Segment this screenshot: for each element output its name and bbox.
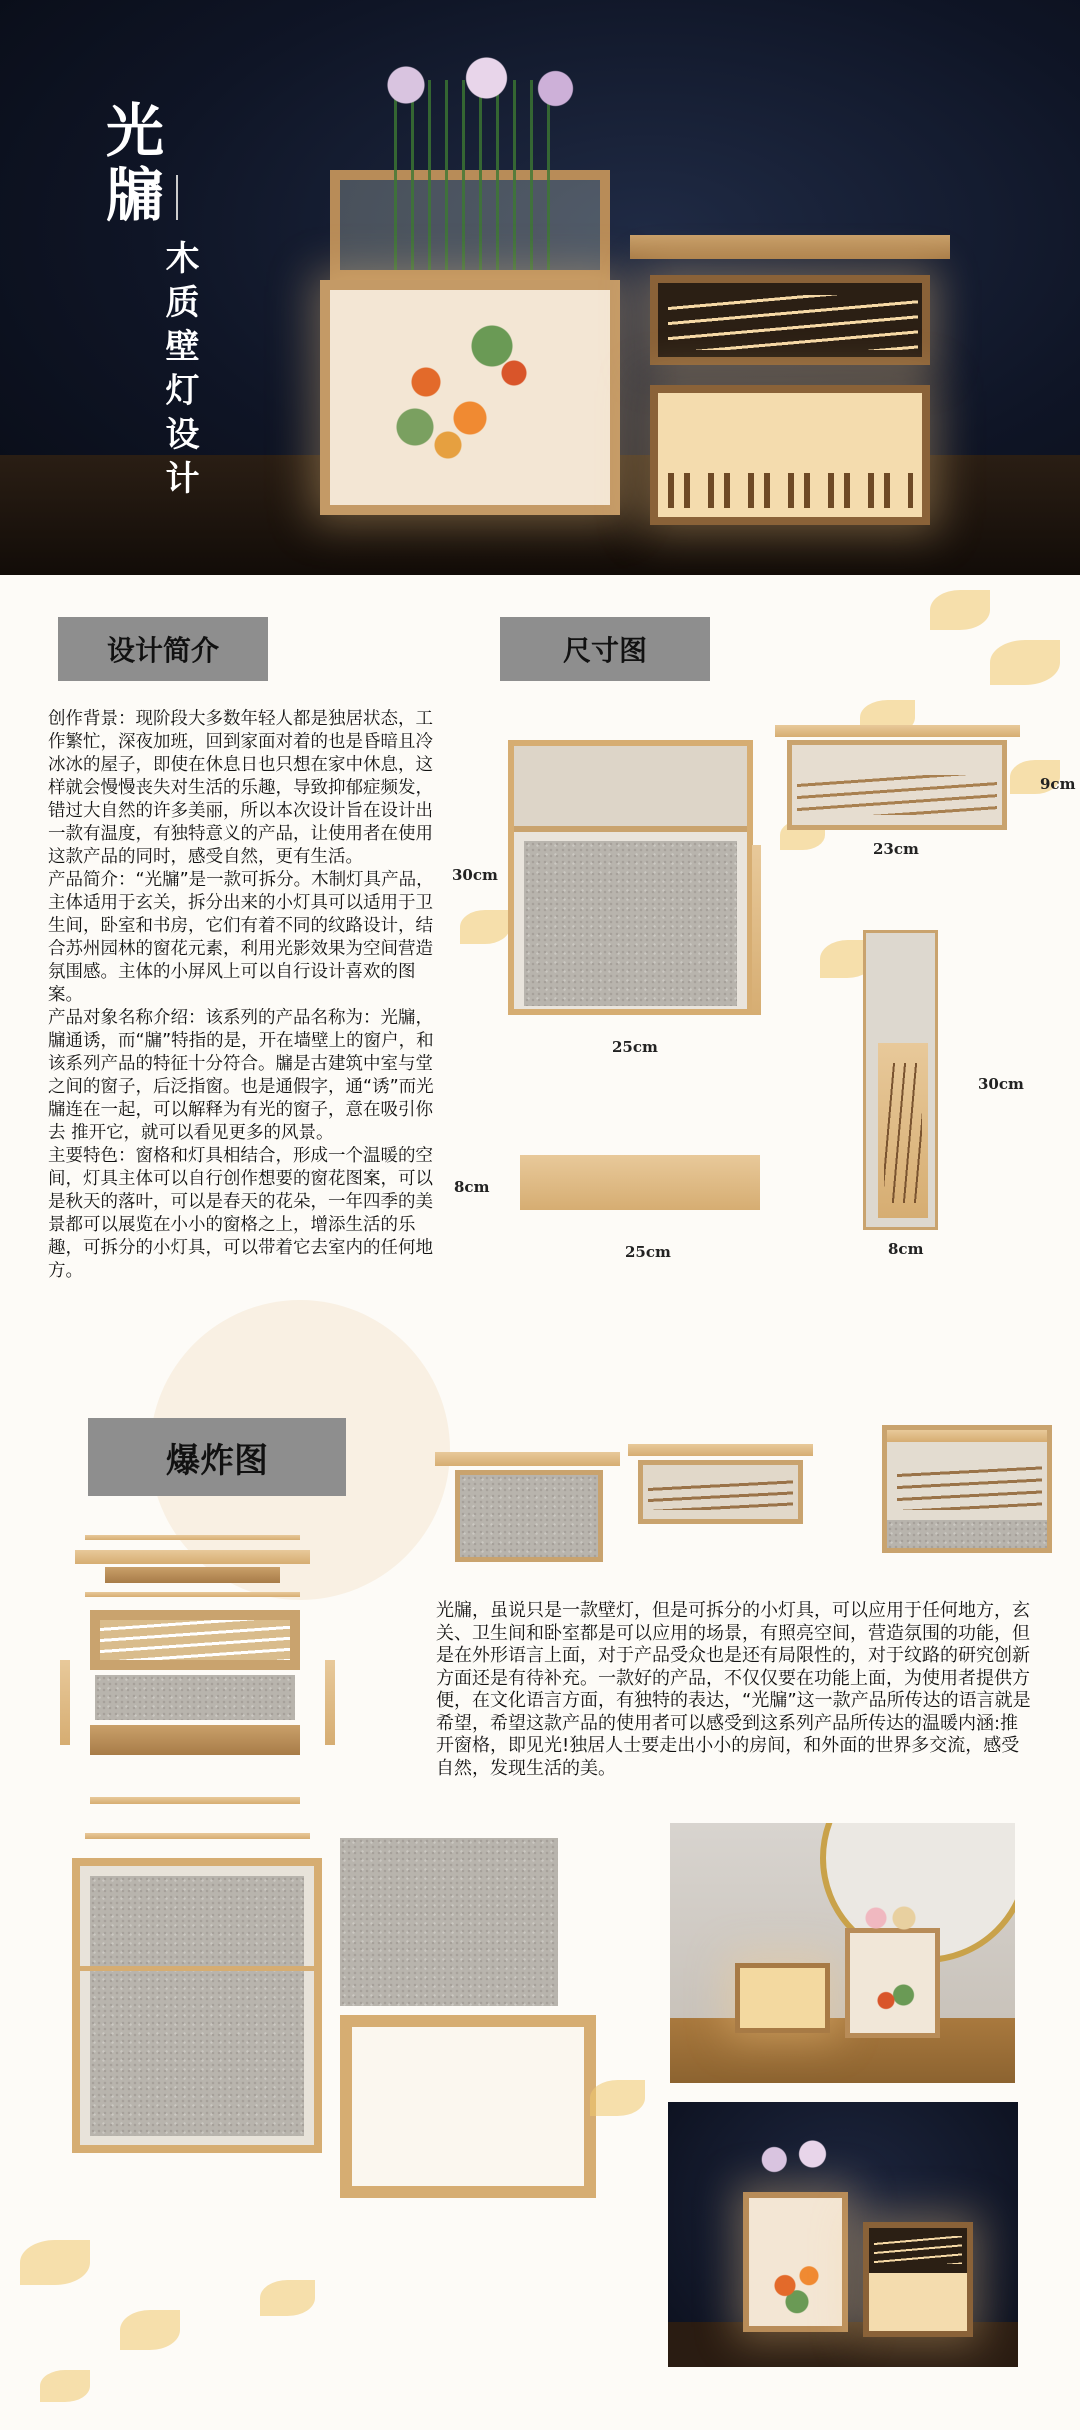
intro-name: 产品对象名称介绍：该系列的产品名称为：光牖，牖通诱，而“牖”特指的是，开在墙壁上的窗户，和该系列产品的特征十分符合。牖是古建筑中室与堂之间的窗子，后泛指窗。也是通假字，通“诱”而光牖连在一起，可以解释为有光的窗子，意在吸引你去 推开它，就可以看见更多的风景。 <box>48 1008 434 1143</box>
dim-side-width: 8cm <box>888 1240 924 1258</box>
hero-banner <box>0 0 1080 575</box>
decor-leaf <box>120 2310 180 2350</box>
render-main-lamp <box>435 1452 620 1562</box>
hero-lamp-side <box>630 235 950 535</box>
size-label: 尺寸图 <box>500 617 710 681</box>
decor-leaf <box>260 2280 315 2316</box>
dim-side-height: 30cm <box>978 1075 1024 1093</box>
dim-main-unit <box>508 740 753 1015</box>
hero-divider <box>176 175 178 220</box>
decor-leaf <box>40 2370 90 2402</box>
dim-top-height: 8cm <box>454 1178 490 1196</box>
dim-main-side <box>752 845 761 1015</box>
dim-top-board <box>520 1155 760 1210</box>
decor-leaf <box>990 640 1060 685</box>
part-back-panel <box>72 1858 322 2153</box>
render-panel-closeup <box>882 1425 1052 1553</box>
dim-top-width: 25cm <box>625 1243 671 1261</box>
render-small-lamp <box>628 1444 813 1524</box>
dim-small-height: 9cm <box>1040 775 1076 793</box>
photo-room-scene <box>670 1823 1015 2083</box>
wave-pattern <box>668 295 918 350</box>
flower-blooms <box>360 50 590 120</box>
explode-label: 爆炸图 <box>88 1418 346 1496</box>
part-stone-sheet <box>340 1838 558 2006</box>
part-front-frame <box>340 2015 596 2198</box>
hero-subtitle: 木质壁灯设计 <box>159 240 199 504</box>
hero-lamp-main <box>320 170 620 515</box>
exploded-stack <box>55 1535 345 1825</box>
intro-product: 产品简介：“光牖”是一款可拆分。木制灯具产品，主体适用于玄关，拆分出来的小灯具可以适用于卫生间，卧室和书房，它们有着不同的纹路设计，结合苏州园林的窗花元素，利用光影效果为空间营造氛围感。主体的小屏风上可以自行设计喜欢的图案。 <box>48 870 434 1005</box>
photo-night-scene <box>668 2102 1018 2367</box>
intro-text <box>48 708 438 1283</box>
decor-leaf <box>20 2240 90 2285</box>
decor-leaf <box>590 2080 645 2116</box>
decor-leaf <box>460 910 510 944</box>
dim-small-unit <box>775 725 1020 830</box>
dim-main-width: 25cm <box>612 1038 658 1056</box>
part-thin-board <box>85 1833 310 1839</box>
hero-title: 光牖 <box>96 100 164 228</box>
intro-features: 主要特色：窗格和灯具相结合，形成一个温暖的空间，灯具主体可以自行创作想要的窗花图案，可以是秋天的落叶，可以是春天的花朵，一年四季的美景都可以展览在小小的窗格之上，增添生活的乐趣，可拆分的小灯具，可以带着它去室内的任何地方。 <box>48 1146 433 1281</box>
fret-pattern <box>668 473 913 508</box>
intro-background: 创作背景：现阶段大多数年轻人都是独居状态，工作繁忙，深夜加班，回到家面对着的也是昏暗且冷冰冰的屋子，即使在休息日也只想在家中休息，这样就会慢慢丧失对生活的乐趣，导致抑郁症频发，错过大自然的许多美丽，所以本次设计旨在设计出一款有温度，有独特意义的产品，让使用者在使用这款产品的同时，感受自然，更有生活。 <box>48 709 433 867</box>
pressed-flower-panel <box>360 310 580 490</box>
dim-main-height: 30cm <box>452 866 498 884</box>
dim-small-width: 23cm <box>873 840 919 858</box>
dim-side-unit <box>863 930 938 1230</box>
explode-text: 光牖，虽说只是一款壁灯，但是可拆分的小灯具，可以应用于任何地方，玄关、卫生间和卧室都是可以应用的场景，有照亮空间，营造氛围的功能，但是在外形语言上面，对于产品受众也是还有局限性的，对于纹路的研究创新方面还是有待补充。一款好的产品，不仅仅要在功能上面，为使用者提供方便，在文化语言方面，有独特的表达，“光牖”这一款产品所传达的语言就是希望，希望这款产品的使用者可以感受到这系列产品所传达的温暖内涵:推开窗格，即见光!独居人士要走出小小的房间，和外面的世界多交流，感受自然，发现生活的美。 <box>436 1600 1031 1779</box>
decor-leaf <box>930 590 990 630</box>
intro-label: 设计简介 <box>58 617 268 681</box>
